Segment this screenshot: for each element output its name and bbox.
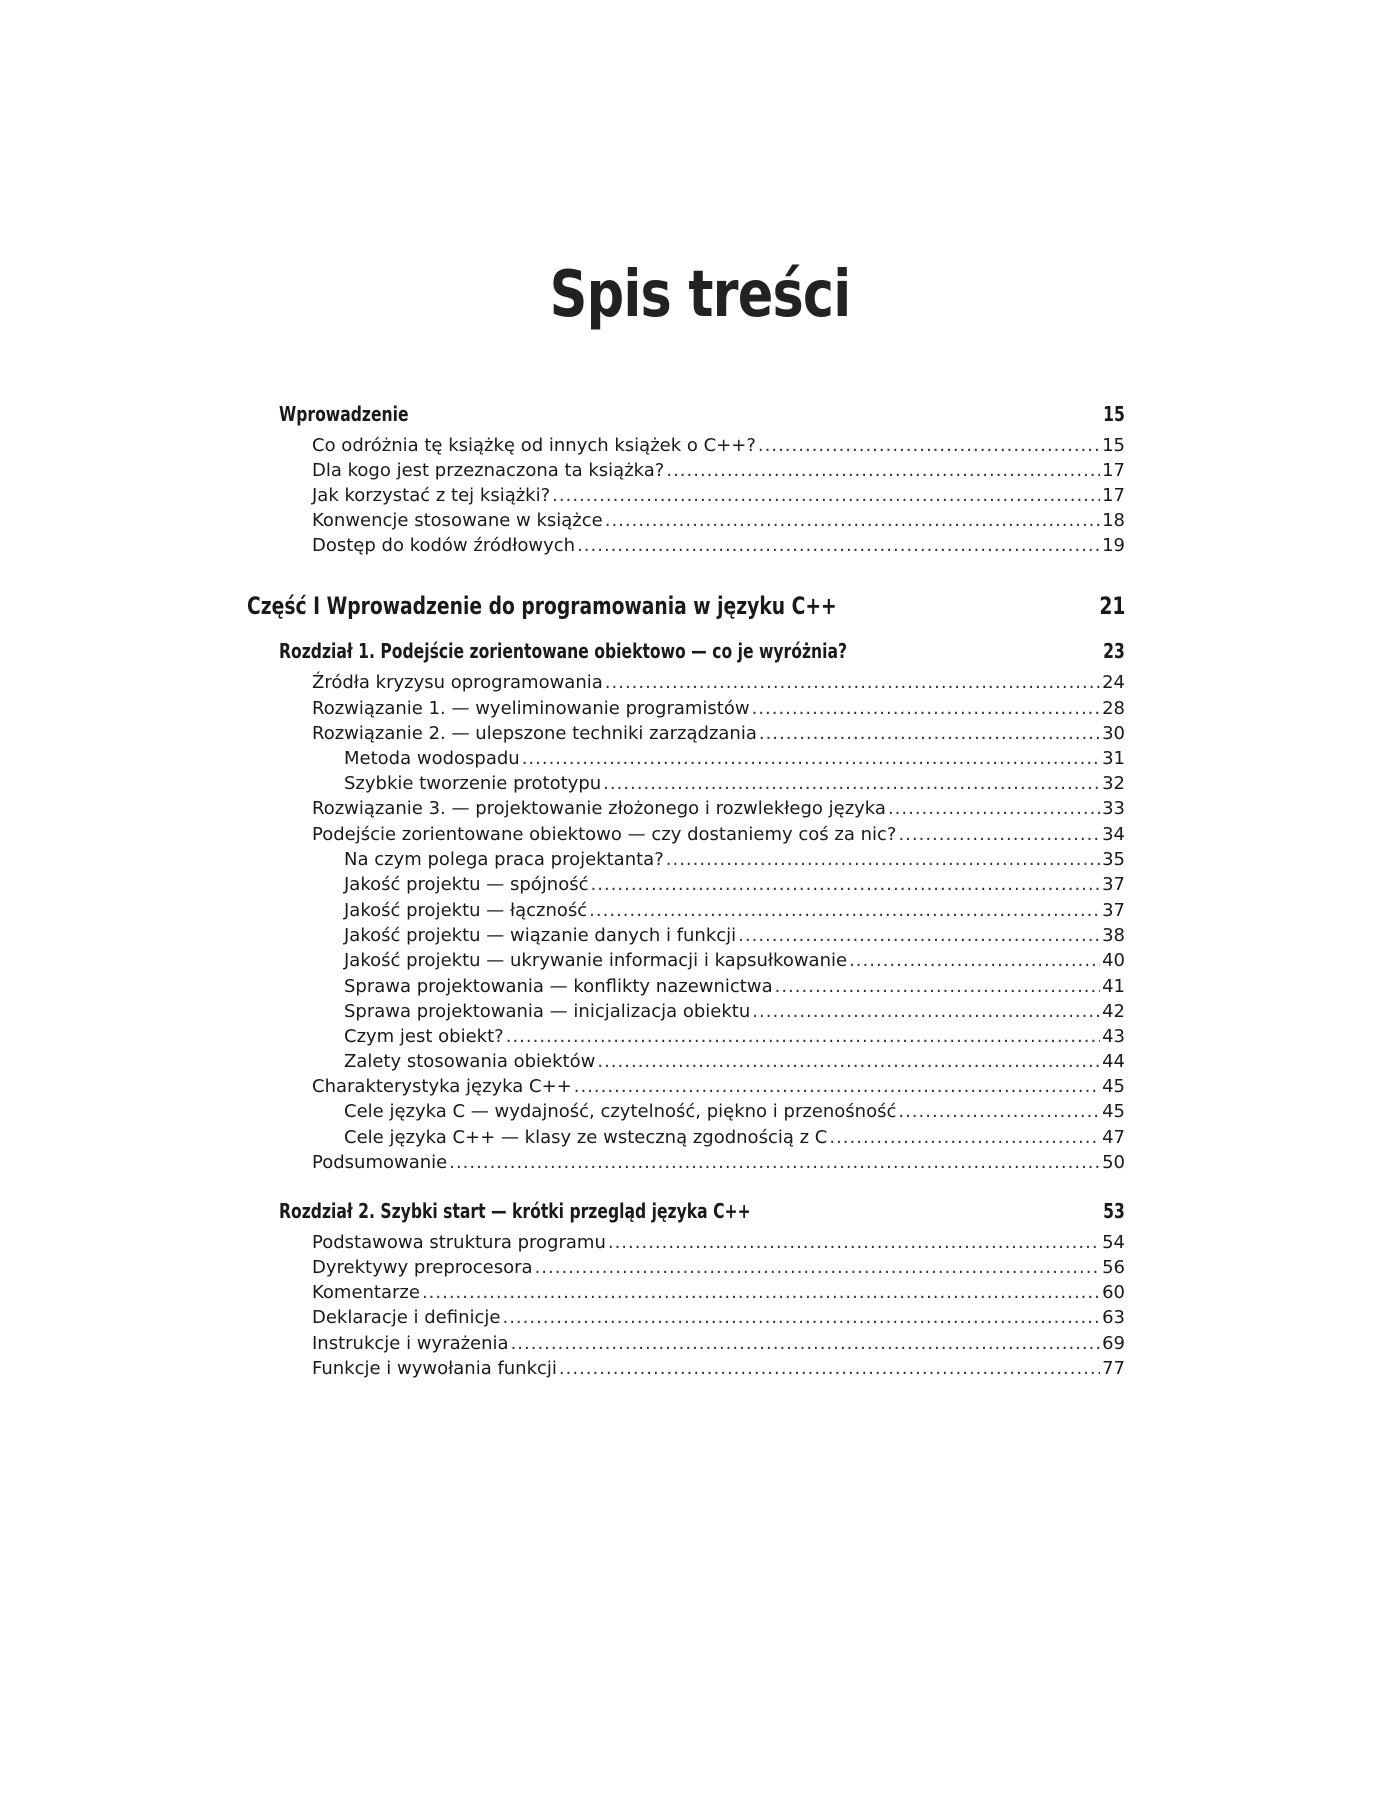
- toc-entry-title: Szybkie tworzenie prototypu: [344, 773, 602, 794]
- toc-dot-leader: [898, 824, 1100, 845]
- toc-entry-page: 31: [1102, 748, 1125, 769]
- toc-entry-title: Co odróżnia tę książkę od innych książek o C++?: [312, 435, 756, 456]
- toc-entry: [344, 900, 1125, 921]
- toc-dot-leader: [535, 1257, 1101, 1278]
- toc-entry: [312, 1307, 1125, 1328]
- toc-dot-leader: [522, 748, 1100, 769]
- toc-entry-page: 33: [1102, 798, 1125, 819]
- toc-entry-title: Sprawa projektowania — inicjalizacja obiektu: [344, 1001, 751, 1022]
- toc-entry-page: 38: [1102, 925, 1125, 946]
- toc-entry: [344, 1101, 1125, 1122]
- toc-entry: [344, 1001, 1125, 1022]
- toc-dot-leader: [849, 950, 1100, 971]
- page-title: Spis treści: [549, 258, 851, 332]
- toc-heading-intro: [279, 402, 1125, 426]
- toc-dot-leader: [898, 1101, 1100, 1122]
- toc-entry-page: 45: [1102, 1101, 1125, 1122]
- toc-dot-leader: [666, 460, 1100, 481]
- toc-dot-leader: [506, 1026, 1100, 1047]
- toc-entry-title: Część I Wprowadzenie do programowania w języku C++: [247, 592, 837, 620]
- toc-entry-title: Na czym polega praca projektanta?: [344, 849, 664, 870]
- toc-entry-title: Rozwiązanie 2. — ulepszone techniki zarządzania: [312, 723, 757, 744]
- toc-entry: [312, 723, 1125, 744]
- toc-dot-leader: [888, 798, 1100, 819]
- toc-entry-title: Jakość projektu — wiązanie danych i funkcji: [344, 925, 737, 946]
- toc-dot-leader: [738, 925, 1100, 946]
- toc-entry: [344, 773, 1125, 794]
- toc-dot-leader: [552, 485, 1100, 506]
- toc-entry-title: Funkcje i wywołania funkcji: [312, 1358, 557, 1379]
- toc-entry-title: Instrukcje i wyrażenia: [312, 1333, 509, 1354]
- toc-entry-title: Rozwiązanie 1. — wyeliminowanie programistów: [312, 698, 750, 719]
- toc-entry-page: 15: [1102, 435, 1125, 456]
- toc-entry: [344, 748, 1125, 769]
- toc-entry: [312, 1232, 1125, 1253]
- toc-entry-page: 41: [1102, 976, 1125, 997]
- toc-entry-title: Podstawowa struktura programu: [312, 1232, 606, 1253]
- toc-entry-title: Podejście zorientowane obiektowo — czy dostaniemy coś za nic?: [312, 824, 897, 845]
- toc-entry-page: 30: [1102, 723, 1125, 744]
- toc-entry-title: Wprowadzenie: [279, 402, 409, 426]
- toc-dot-leader: [605, 672, 1100, 693]
- toc-dot-leader: [511, 1333, 1101, 1354]
- toc-entry: [312, 1152, 1125, 1173]
- toc-entry-page: 23: [1103, 639, 1125, 663]
- toc-entry: [312, 460, 1125, 481]
- toc-entry: [344, 976, 1125, 997]
- toc-entry-page: 32: [1102, 773, 1125, 794]
- toc-entry-page: 15: [1103, 402, 1125, 426]
- toc-entry-title: Dla kogo jest przeznaczona ta książka?: [312, 460, 665, 481]
- toc-entry-page: 24: [1102, 672, 1125, 693]
- toc-dot-leader: [605, 510, 1100, 531]
- toc-dot-leader: [589, 900, 1100, 921]
- toc-entry: [312, 510, 1125, 531]
- toc-entry-page: 37: [1102, 874, 1125, 895]
- toc-entry-title: Czym jest obiekt?: [344, 1026, 504, 1047]
- toc-dot-leader: [577, 535, 1100, 556]
- toc-entry: [312, 1333, 1125, 1354]
- toc-entry: [344, 1026, 1125, 1047]
- toc-entry: [312, 535, 1125, 556]
- toc-entry: [312, 1257, 1125, 1278]
- toc-dot-leader: [603, 773, 1100, 794]
- toc-dot-leader: [829, 1127, 1100, 1148]
- toc-entry-page: 56: [1102, 1257, 1125, 1278]
- toc-entry: [344, 1051, 1125, 1072]
- toc-entry-page: 18: [1102, 510, 1125, 531]
- toc-entry: [312, 798, 1125, 819]
- toc-entry: [312, 824, 1125, 845]
- toc-entry-title: Metoda wodospadu: [344, 748, 520, 769]
- toc-entry-page: 42: [1102, 1001, 1125, 1022]
- toc-entry-title: Sprawa projektowania — konflikty nazewnictwa: [344, 976, 773, 997]
- toc-entry-title: Komentarze: [312, 1282, 420, 1303]
- toc-entry-title: Cele języka C — wydajność, czytelność, piękno i przenośność: [344, 1101, 897, 1122]
- toc-entry: [344, 874, 1125, 895]
- toc-entry-page: 40: [1102, 950, 1125, 971]
- toc-entry-title: Rozdział 2. Szybki start — krótki przegląd języka C++: [279, 1199, 751, 1223]
- toc-entry-title: Jakość projektu — spójność: [344, 874, 589, 895]
- toc-heading-chap: [279, 639, 1125, 663]
- toc-heading-chap: [279, 1199, 1125, 1223]
- toc-entry: [344, 925, 1125, 946]
- toc-entry-title: Jakość projektu — ukrywanie informacji i kapsułkowanie: [344, 950, 848, 971]
- toc-entry-page: 50: [1102, 1152, 1125, 1173]
- toc-dot-leader: [775, 976, 1100, 997]
- toc-entry-page: 19: [1102, 535, 1125, 556]
- toc-entry: [344, 849, 1125, 870]
- toc-entry-page: 37: [1102, 900, 1125, 921]
- toc-entry-title: Zalety stosowania obiektów: [344, 1051, 596, 1072]
- toc-dot-leader: [752, 1001, 1100, 1022]
- toc-entry-page: 53: [1103, 1199, 1125, 1223]
- toc-entry-page: 60: [1102, 1282, 1125, 1303]
- toc-entry-title: Jakość projektu — łączność: [344, 900, 588, 921]
- toc-dot-leader: [422, 1282, 1100, 1303]
- toc-dot-leader: [574, 1076, 1100, 1097]
- toc-entry-title: Dyrektywy preprocesora: [312, 1257, 533, 1278]
- toc-entry-title: Dostęp do kodów źródłowych: [312, 535, 576, 556]
- toc-dot-leader: [759, 723, 1100, 744]
- toc-entry-title: Źródła kryzysu oprogramowania: [312, 672, 603, 693]
- toc-dot-leader: [502, 1307, 1100, 1328]
- toc-entry: [312, 698, 1125, 719]
- toc-dot-leader: [597, 1051, 1100, 1072]
- toc-heading-part: [247, 592, 1125, 620]
- toc-dot-leader: [752, 698, 1101, 719]
- toc-entry-title: Podsumowanie: [312, 1152, 448, 1173]
- toc-entry-page: 34: [1102, 824, 1125, 845]
- toc-entry-page: 45: [1102, 1076, 1125, 1097]
- toc-dot-leader: [559, 1358, 1100, 1379]
- toc-entry-page: 63: [1102, 1307, 1125, 1328]
- toc-entry: [312, 1076, 1125, 1097]
- toc-entry-title: Cele języka C++ — klasy ze wsteczną zgodnością z C: [344, 1127, 828, 1148]
- toc-dot-leader: [758, 435, 1100, 456]
- toc-entry: [312, 435, 1125, 456]
- toc-dot-leader: [608, 1232, 1100, 1253]
- toc-entry: [312, 672, 1125, 693]
- toc-entry-title: Jak korzystać z tej książki?: [312, 485, 551, 506]
- toc-entry-page: 21: [1098, 592, 1125, 620]
- toc-entry: [312, 1282, 1125, 1303]
- toc-entry-page: 35: [1102, 849, 1125, 870]
- toc-entry-title: Rozdział 1. Podejście zorientowane obiektowo — co je wyróżnia?: [279, 639, 848, 663]
- toc-entry-title: Konwencje stosowane w książce: [312, 510, 603, 531]
- toc-entry: [312, 1358, 1125, 1379]
- toc-entry: [344, 1127, 1125, 1148]
- toc-dot-leader: [449, 1152, 1100, 1173]
- toc-entry-page: 54: [1102, 1232, 1125, 1253]
- toc-entry-page: 17: [1102, 485, 1125, 506]
- toc-entry-page: 44: [1102, 1051, 1125, 1072]
- toc-entry-page: 43: [1102, 1026, 1125, 1047]
- toc-entry-page: 28: [1102, 698, 1125, 719]
- toc-entry: [344, 950, 1125, 971]
- toc-dot-leader: [591, 874, 1101, 895]
- toc-entry-title: Deklaracje i definicje: [312, 1307, 501, 1328]
- toc-entry-title: Rozwiązanie 3. — projektowanie złożonego i rozwlekłego języka: [312, 798, 886, 819]
- toc-entry-page: 17: [1102, 460, 1125, 481]
- toc-dot-leader: [666, 849, 1100, 870]
- toc-entry-page: 69: [1102, 1333, 1125, 1354]
- toc-entry-page: 77: [1102, 1358, 1125, 1379]
- toc-entry: [312, 485, 1125, 506]
- toc-entry-page: 47: [1102, 1127, 1125, 1148]
- toc-entry-title: Charakterystyka języka C++: [312, 1076, 572, 1097]
